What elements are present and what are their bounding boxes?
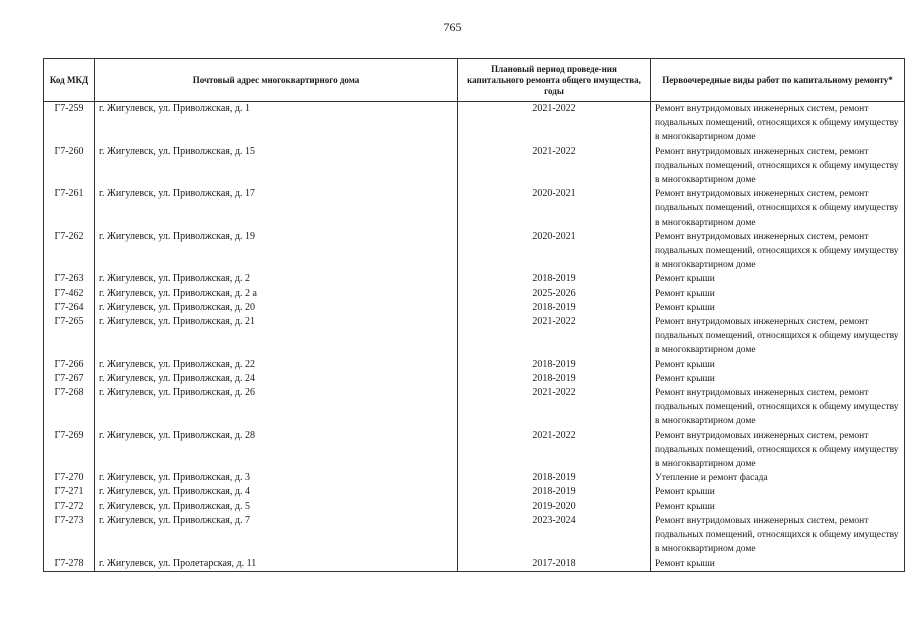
cell-address: г. Жигулевск, ул. Приволжская, д. 19 [95,230,458,273]
cell-period: 2021-2022 [458,429,651,472]
table-row [44,485,905,499]
table-row [44,429,905,472]
table-header [44,59,905,102]
cell-code: Г7-269 [44,429,95,472]
cell-period: 2019-2020 [458,500,651,514]
cell-period: 2018-2019 [458,301,651,315]
cell-works: Ремонт крыши [651,557,905,572]
capital-repair-table [43,58,905,572]
cell-address: г. Жигулевск, ул. Приволжская, д. 7 [95,514,458,557]
cell-code: Г7-260 [44,145,95,188]
table-row [44,187,905,230]
table-row [44,145,905,188]
cell-period: 2018-2019 [458,372,651,386]
cell-works: Ремонт внутридомовых инженерных систем, ремонт подвальных помещений, относящихся к общему имуществу в многоквартирном доме [651,386,905,429]
cell-address: г. Жигулевск, ул. Приволжская, д. 1 [95,102,458,145]
cell-address: г. Жигулевск, ул. Приволжская, д. 5 [95,500,458,514]
cell-address: г. Жигулевск, ул. Пролетарская, д. 11 [95,557,458,572]
cell-address: г. Жигулевск, ул. Приволжская, д. 4 [95,485,458,499]
cell-works: Ремонт крыши [651,287,905,301]
cell-period: 2025-2026 [458,287,651,301]
cell-period: 2017-2018 [458,557,651,572]
cell-address: г. Жигулевск, ул. Приволжская, д. 21 [95,315,458,358]
cell-code: Г7-271 [44,485,95,499]
cell-code: Г7-265 [44,315,95,358]
cell-address: г. Жигулевск, ул. Приволжская, д. 22 [95,358,458,372]
table-row [44,557,905,572]
cell-works: Ремонт крыши [651,272,905,286]
cell-period: 2021-2022 [458,145,651,188]
cell-period: 2021-2022 [458,386,651,429]
cell-period: 2021-2022 [458,102,651,145]
page-number: 765 [443,20,462,34]
cell-code: Г7-267 [44,372,95,386]
cell-code: Г7-268 [44,386,95,429]
cell-code: Г7-278 [44,557,95,572]
cell-works: Ремонт крыши [651,372,905,386]
cell-period: 2018-2019 [458,485,651,499]
table-row [44,315,905,358]
cell-address: г. Жигулевск, ул. Приволжская, д. 15 [95,145,458,188]
table-row [44,514,905,557]
cell-works: Утепление и ремонт фасада [651,471,905,485]
cell-code: Г7-273 [44,514,95,557]
cell-code: Г7-462 [44,287,95,301]
cell-code: Г7-272 [44,500,95,514]
table-row [44,287,905,301]
header-code: Код МКД [44,59,95,102]
cell-works: Ремонт внутридомовых инженерных систем, ремонт подвальных помещений, относящихся к общему имуществу в многоквартирном доме [651,145,905,188]
table-row [44,301,905,315]
cell-period: 2020-2021 [458,187,651,230]
table-row [44,500,905,514]
cell-works: Ремонт внутридомовых инженерных систем, ремонт подвальных помещений, относящихся к общему имуществу в многоквартирном доме [651,230,905,273]
cell-address: г. Жигулевск, ул. Приволжская, д. 17 [95,187,458,230]
header-works: Первоочередные виды работ по капитальному ремонту* [651,59,905,102]
cell-code: Г7-270 [44,471,95,485]
cell-works: Ремонт крыши [651,301,905,315]
table-row [44,358,905,372]
cell-address: г. Жигулевск, ул. Приволжская, д. 2 [95,272,458,286]
table-row [44,102,905,145]
cell-works: Ремонт крыши [651,358,905,372]
cell-period: 2018-2019 [458,272,651,286]
cell-code: Г7-261 [44,187,95,230]
cell-code: Г7-266 [44,358,95,372]
table-row [44,272,905,286]
cell-works: Ремонт внутридомовых инженерных систем, ремонт подвальных помещений, относящихся к общему имуществу в многоквартирном доме [651,429,905,472]
cell-works: Ремонт крыши [651,485,905,499]
table-row [44,372,905,386]
cell-works: Ремонт внутридомовых инженерных систем, ремонт подвальных помещений, относящихся к общему имуществу в многоквартирном доме [651,102,905,145]
cell-period: 2021-2022 [458,315,651,358]
cell-period: 2018-2019 [458,358,651,372]
cell-works: Ремонт внутридомовых инженерных систем, ремонт подвальных помещений, относящихся к общему имуществу в многоквартирном доме [651,187,905,230]
header-address: Почтовый адрес многоквартирного дома [95,59,458,102]
cell-period: 2023-2024 [458,514,651,557]
cell-address: г. Жигулевск, ул. Приволжская, д. 2 а [95,287,458,301]
cell-works: Ремонт внутридомовых инженерных систем, ремонт подвальных помещений, относящихся к общему имуществу в многоквартирном доме [651,315,905,358]
cell-code: Г7-263 [44,272,95,286]
cell-code: Г7-262 [44,230,95,273]
table-body [44,102,905,572]
cell-address: г. Жигулевск, ул. Приволжская, д. 28 [95,429,458,472]
table-row [44,471,905,485]
cell-period: 2018-2019 [458,471,651,485]
cell-address: г. Жигулевск, ул. Приволжская, д. 3 [95,471,458,485]
cell-code: Г7-264 [44,301,95,315]
cell-works: Ремонт внутридомовых инженерных систем, ремонт подвальных помещений, относящихся к общему имуществу в многоквартирном доме [651,514,905,557]
cell-address: г. Жигулевск, ул. Приволжская, д. 26 [95,386,458,429]
cell-works: Ремонт крыши [651,500,905,514]
header-period: Плановый период проведе-ния капитального ремонта общего имущества, годы [458,59,651,102]
cell-address: г. Жигулевск, ул. Приволжская, д. 20 [95,301,458,315]
cell-period: 2020-2021 [458,230,651,273]
cell-code: Г7-259 [44,102,95,145]
table-row [44,230,905,273]
cell-address: г. Жигулевск, ул. Приволжская, д. 24 [95,372,458,386]
table-row [44,386,905,429]
